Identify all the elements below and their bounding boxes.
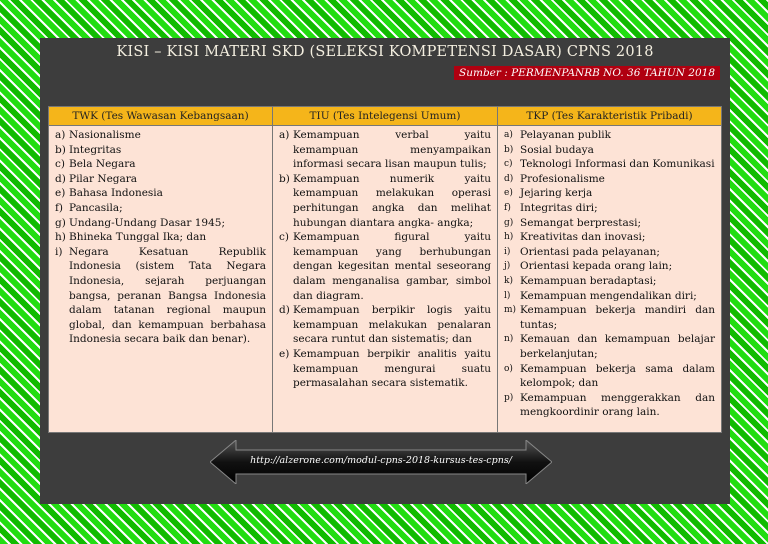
- item-text: Kemampuan bekerja mandiri dan tuntas;: [520, 304, 715, 331]
- list-item: [55, 128, 266, 143]
- list-item: [279, 230, 491, 303]
- list-item: [504, 274, 715, 289]
- item-text: Kreativitas dan inovasi;: [520, 231, 646, 244]
- list-item: [279, 172, 491, 230]
- tkp-cell: [498, 126, 722, 433]
- item-marker: e): [55, 187, 66, 200]
- list-item: [504, 216, 715, 231]
- list-item: [504, 186, 715, 201]
- item-marker: k): [504, 275, 513, 286]
- item-marker: d): [279, 304, 290, 317]
- item-text: Kemampuan figural yaitu kemampuan yang berhubungan dengan kegesitan mental seseorang dalam menganalisa gambar, simbol dan diagram.: [293, 231, 491, 302]
- item-text: Integritas: [69, 143, 122, 156]
- item-marker: l): [504, 290, 511, 301]
- item-text: Kemampuan verbal yaitu kemampuan menyampaikan informasi secara lisan maupun tulis;: [293, 129, 491, 171]
- header-tkp: TKP (Tes Karakteristik Pribadi): [498, 107, 722, 126]
- item-marker: c): [504, 159, 513, 170]
- list-item: [55, 157, 266, 172]
- item-text: Pelayanan publik: [520, 129, 612, 141]
- item-marker: p): [504, 392, 514, 403]
- item-marker: b): [504, 144, 514, 155]
- list-item: [504, 157, 715, 172]
- list-item: [55, 216, 266, 231]
- item-marker: b): [55, 143, 66, 156]
- item-marker: a): [55, 129, 66, 141]
- list-item: [279, 128, 491, 172]
- header-tiu: TIU (Tes Intelegensi Umum): [273, 107, 498, 126]
- item-marker: a): [279, 129, 290, 141]
- table-header-row: [49, 107, 722, 126]
- item-marker: c): [279, 231, 289, 244]
- item-text: Orientasi pada pelayanan;: [520, 245, 660, 258]
- content-panel: [40, 38, 730, 504]
- item-text: Bela Negara: [69, 158, 136, 171]
- item-text: Kemampuan numerik yaitu kemampuan melakukan operasi perhitungan angka dan melihat hubungan diantara angka- angka;: [293, 172, 491, 229]
- item-text: Negara Kesatuan Republik Indonesia (sistem Tata Negara Indonesia, sejarah perjuangan bangsa, peranan Bangsa Indonesia dalam tatanan regional maupun global, dan kemampuan berbahasa Indonesia secara baik dan benar).: [69, 245, 266, 346]
- tiu-list: [279, 128, 491, 391]
- item-marker: e): [279, 347, 290, 360]
- list-item: [504, 201, 715, 216]
- list-item: [55, 245, 266, 347]
- item-text: Semangat berprestasi;: [520, 216, 641, 229]
- item-text: Teknologi Informasi dan Komunikasi: [520, 158, 715, 171]
- list-item: [504, 143, 715, 158]
- list-item: [279, 347, 491, 391]
- item-text: Integritas diri;: [520, 201, 598, 214]
- item-marker: h): [55, 231, 66, 244]
- item-text: Pancasila;: [69, 201, 123, 214]
- item-marker: f): [55, 201, 63, 214]
- list-item: [504, 128, 715, 143]
- list-item: [55, 172, 266, 187]
- item-marker: i): [504, 246, 511, 257]
- list-item: [504, 362, 715, 391]
- item-marker: n): [504, 334, 514, 345]
- item-marker: g): [504, 217, 514, 228]
- item-text: Profesionalisme: [520, 172, 605, 185]
- item-marker: e): [504, 188, 513, 199]
- list-item: [55, 230, 266, 245]
- tkp-list: [504, 128, 715, 420]
- item-marker: f): [504, 202, 511, 213]
- list-item: [55, 143, 266, 158]
- list-item: [55, 186, 266, 201]
- item-text: Kemampuan bekerja sama dalam kelompok; dan: [520, 362, 715, 390]
- item-text: Sosial budaya: [520, 143, 594, 156]
- page-title: KISI – KISI MATERI SKD (SELEKSI KOMPETENSI DASAR) CPNS 2018: [116, 44, 654, 60]
- list-item: [504, 230, 715, 245]
- item-text: Kemampuan beradaptasi;: [520, 274, 657, 287]
- item-text: Bahasa Indonesia: [69, 187, 163, 200]
- list-item: [504, 259, 715, 274]
- twk-cell: [49, 126, 273, 433]
- item-text: Undang-Undang Dasar 1945;: [69, 216, 225, 229]
- item-marker: d): [55, 172, 66, 185]
- item-marker: b): [279, 172, 290, 185]
- item-text: Orientasi kepada orang lain;: [520, 260, 673, 273]
- list-item: [504, 391, 715, 420]
- list-item: [504, 172, 715, 187]
- list-item: [279, 303, 491, 347]
- item-text: Kemampuan menggerakkan dan mengkoordinir orang lain.: [520, 391, 715, 419]
- list-item: [504, 289, 715, 304]
- header-twk: TWK (Tes Wawasan Kebangsaan): [49, 107, 273, 126]
- table-row: [49, 126, 722, 433]
- list-item: [504, 245, 715, 260]
- item-marker: j): [504, 261, 511, 272]
- item-text: Kemampuan berpikir analitis yaitu kemampuan mengurai suatu permasalahan secara sistematik.: [293, 347, 491, 390]
- item-marker: d): [504, 173, 514, 184]
- item-text: Kemampuan mengendalikan diri;: [520, 289, 697, 302]
- tiu-cell: [273, 126, 498, 433]
- item-marker: h): [504, 232, 514, 243]
- materi-table: [48, 106, 722, 433]
- item-text: Jejaring kerja: [520, 187, 593, 200]
- item-marker: i): [55, 245, 63, 258]
- item-marker: g): [55, 216, 66, 229]
- item-text: Kemampuan berpikir logis yaitu kemampuan melakukan penalaran secara runtut dan sistematis; dan: [293, 304, 491, 346]
- item-marker: m): [504, 305, 517, 316]
- item-marker: o): [504, 363, 513, 374]
- item-text: Nasionalisme: [69, 129, 141, 141]
- item-text: Bhineka Tunggal Ika; dan: [69, 231, 207, 244]
- source-url-link[interactable]: http://alzerone.com/modul-cpns-2018-kursus-tes-cpns/: [250, 455, 512, 466]
- url-banner: [210, 440, 552, 484]
- twk-list: [55, 128, 266, 347]
- item-text: Kemauan dan kemampuan belajar berkelanjutan;: [520, 333, 715, 360]
- list-item: [504, 332, 715, 361]
- item-marker: c): [55, 158, 65, 171]
- list-item: [55, 201, 266, 216]
- item-text: Pilar Negara: [69, 172, 138, 185]
- item-marker: a): [504, 130, 513, 140]
- list-item: [504, 303, 715, 332]
- source-badge: Sumber : PERMENPANRB NO. 36 TAHUN 2018: [454, 66, 720, 80]
